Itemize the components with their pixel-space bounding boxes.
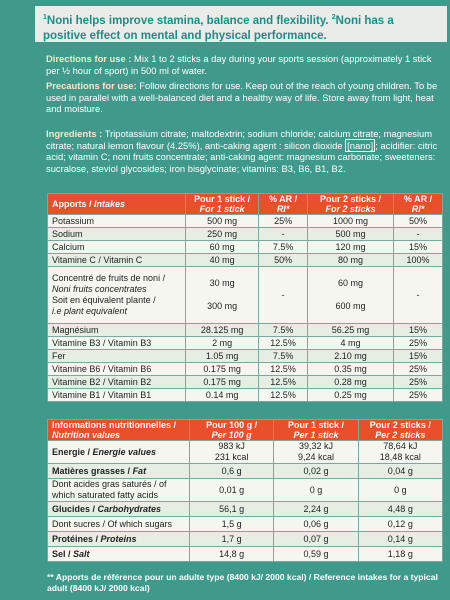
intakes-header-label-en: Intakes [94,199,126,209]
noni-v1b: 300 mg [207,301,238,311]
table-row: Vitamine B3 / Vitamin B3 2 mg 12.5% 4 mg 25% [48,337,443,350]
col-1stick-en: For 1 stick [199,204,245,214]
noni-label-1: Concentré de fruits de noni / [52,273,166,283]
intakes-header-label: Apports / [52,199,94,209]
nutrition-table [47,419,443,562]
directions-section [46,53,444,76]
noni-label-3: Soit en équivalent plante / [52,295,156,305]
sugars-row: Dont sucres / Of which sugars 1,5 g 0,06 g 0,12 g [48,517,443,532]
reference-intakes-footnote: ** Apports de référence pour un adulte type (8400 kJ/ 2000 kcal) / Reference intakes for a typical adult (8400 kJ/ 2000 kcal) [47,572,438,593]
col-1stick-fr: Pour 1 stick / [194,194,251,204]
col-1stick-nut-en: Per 1 stick [293,430,339,440]
col-2sticks-nut-fr: Pour 2 sticks / [369,420,431,430]
carbohydrates-row: Glucides / Carbohydrates 56,1 g 2,24 g 4,48 g [48,502,443,517]
col-ar1-fr: % AR / [268,194,298,204]
col-1stick-nut-fr: Pour 1 stick / [287,420,344,430]
directions-text: Mix 1 to 2 sticks a day during your sports session (approximately 1 stick per ½ hour of sport) in 500 ml of water. [46,53,432,76]
proteins-row: Protéines / Proteins 1,7 g 0,07 g 0,14 g [48,532,443,547]
table-row: Calcium 60 mg 7.5% 120 mg 15% [48,241,443,254]
salt-row: Sel / Salt 14,8 g 0,59 g 1,18 g [48,547,443,562]
nutrition-header-row [48,420,443,441]
noni-label-4: i.e plant equivalent [52,306,128,316]
noni-label-2: Noni fruits concentrates [52,284,147,294]
table-row: Fer 1.05 mg 7.5% 2.10 mg 15% [48,350,443,363]
precautions-heading: Precautions for use: [46,80,137,91]
table-row: Sodium 250 mg - 500 mg - [48,228,443,241]
benefit-text-1: Noni helps improve stamina, balance and flexibility. [46,14,329,27]
noni-p2: - [394,267,443,324]
col-ar1-en: RI* [276,204,290,214]
ingredients-text-a: Tripotassium citrate; maltodextrin; sodium chloride; calcium citrate; magnesium citrate; natural lemon flavour (4.25%), anti-caking agent : silicon dioxide [46,128,433,151]
benefits-box: $^1$Noni helps improve stamina, balance and flexibility. $^2$Noni has a positive effect on mental and physical performance. [35,6,447,42]
noni-v2a: 60 mg [338,278,364,288]
directions-heading: Directions for use : [46,53,132,64]
table-row: Vitamine B6 / Vitamin B6 0.175 mg 12.5% 0.35 mg 25% [48,363,443,376]
ingredients-heading: Ingredients : [46,128,103,139]
nutrition-header-fr: Informations nutritionnelles / [52,420,177,430]
col-2sticks-fr: Pour 2 sticks / [320,194,382,204]
nutrition-header-en: Nutrition values [52,430,121,440]
intakes-table [47,193,443,402]
col-2sticks-nut-en: Per 2 sticks [375,430,426,440]
table-row: Vitamine B1 / Vitamin B1 0.14 mg 12.5% 0.25 mg 25% [48,389,443,402]
benefit-text-2: Noni has a positive effect on mental and physical performance. [43,14,394,42]
noni-v1a: 30 mg [209,278,235,288]
nano-label: [nano] [347,139,374,151]
fat-row: Matières grasses / Fat 0,6 g 0,02 g 0,04 g [48,464,443,479]
col-100g-fr: Pour 100 g / [206,420,258,430]
col-ar2-en: RI* [411,204,425,214]
noni-v2b: 600 mg [335,301,366,311]
col-2sticks-en: For 2 sticks [325,204,376,214]
energy-row: Energie / Energie values 983 kJ 231 kcal 39,32 kJ 9,24 kcal 78,64 kJ 18,48 kcal [48,441,443,464]
precautions-section [46,80,444,115]
col-ar2-fr: % AR / [403,194,433,204]
precautions-text: Follow directions for use. Keep out of the reach of young children. To be used in parallel with a well-balanced diet and a healthy way of life. Store away from light, heat and moisture. [46,80,438,115]
ingredients-section [46,128,444,174]
ingredients-text-b: ; acidifier: citric acid; vitamin C; noni fruits concentrate; anti-caking agent: magnesium carbonate; sweeteners: sucralose, steviol glycosides; iron bisglycinate; vitamins: B3, B6, B1, B2. [46,139,438,174]
table-row: Vitamine C / Vitamin C 40 mg 50% 80 mg 100% [48,254,443,267]
col-100g-en: Per 100 g [211,430,252,440]
noni-p1: - [259,267,308,324]
table-row: Magnésium 28.125 mg 7.5% 56.25 mg 15% [48,324,443,337]
noni-row [48,267,443,324]
table-row: Potassium 500 mg 25% 1000 mg 50% [48,215,443,228]
table-row: Vitamine B2 / Vitamin B2 0.175 mg 12.5% 0.28 mg 25% [48,376,443,389]
saturated-fat-row: Dont acides gras saturés / of which saturated fatty acids 0,01 g 0 g 0 g [48,479,443,502]
intakes-header-row [48,194,443,215]
